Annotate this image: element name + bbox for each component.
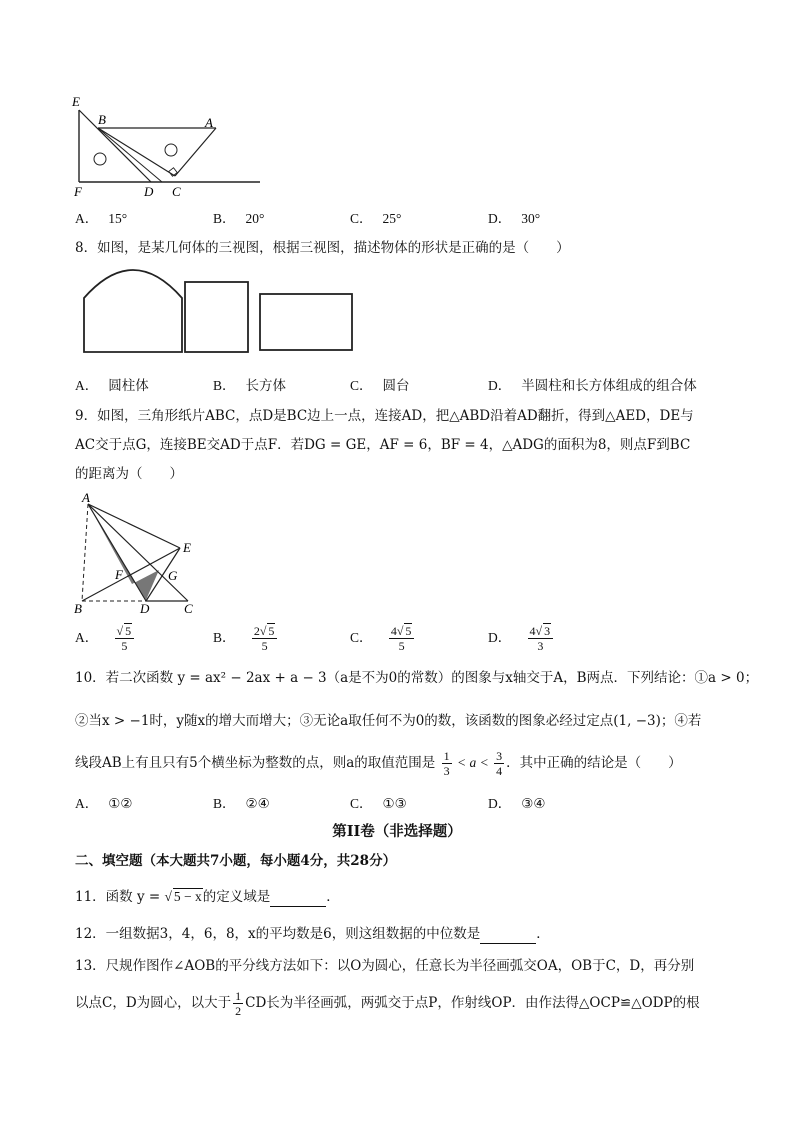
q9-stem-line3: 的距离为（ ） (75, 466, 183, 482)
num-coef: 2 (253, 624, 260, 638)
shaded-region (88, 504, 159, 600)
answer-blank[interactable] (480, 929, 536, 944)
ruler-hyp (79, 110, 151, 182)
q10-frac-1 (442, 749, 452, 778)
q9-stem-line1: 9．如图，三角形纸片ABC，点D是BC边上一点，连接AD，把△ABD沿着AD翻折，得到△AED，DE与 (75, 408, 694, 424)
front-view (84, 270, 182, 352)
top-view (260, 294, 352, 350)
q8-option-d[interactable] (488, 374, 697, 394)
q8-option-b[interactable] (213, 374, 286, 394)
q9-option-d[interactable] (488, 624, 555, 653)
option-fraction: $\frac{2√ 5}{5}$ (252, 624, 278, 653)
q10-option-a[interactable] (75, 792, 132, 812)
q10-line3-post: ．其中正确的结论是（ ） (506, 755, 682, 771)
q8-stem: 8．如图，是某几何体的三视图，根据三视图，描述物体的形状是正确的是（ ） (75, 240, 570, 256)
numerator: 1 (443, 749, 450, 763)
q7-option-d[interactable] (488, 207, 540, 227)
numerator: 3 (496, 749, 503, 763)
option-label: A． (75, 630, 99, 645)
option-text: 圆台 (382, 378, 410, 394)
option-text: ①③ (382, 796, 407, 812)
label-E: E (183, 540, 191, 555)
q11: 11．函数 y = √ 5 − x的定义域是 ． (75, 889, 340, 905)
q7-option-a[interactable] (75, 207, 127, 227)
option-label: D． (488, 796, 512, 811)
denominator: 3 (443, 764, 450, 778)
q10-inequality: < a < (453, 755, 493, 770)
q11-post: 的定义域是 (202, 889, 271, 905)
option-text: 半圆柱和长方体组成的组合体 (521, 378, 697, 394)
option-label: A． (75, 211, 99, 226)
label-F: F (74, 184, 82, 199)
hole-right (165, 144, 177, 156)
q9-option-b[interactable] (213, 624, 279, 653)
hole-left (94, 153, 106, 165)
q13-line2 (75, 988, 725, 1018)
q9-figure (70, 490, 210, 615)
option-label: A． (75, 378, 99, 393)
part2-title: 第II卷（非选择题） (332, 823, 462, 840)
option-text: 圆柱体 (108, 378, 149, 394)
q12-end: ． (536, 926, 550, 942)
num-radicand: 5 (125, 624, 132, 638)
num-radicand: 5 (405, 624, 412, 638)
label-C: C (172, 184, 181, 199)
denominator: 5 (398, 639, 405, 653)
label-C: C (184, 601, 193, 615)
q8-option-a[interactable] (75, 374, 149, 394)
q10-stem-line1: 10．若二次函数 y = ax² − 2ax + a − 3（a是不为0的常数）的图象与x轴交于A，B两点．下列结论：①a > 0； (75, 670, 759, 686)
option-text: 25° (382, 211, 402, 226)
option-label: D． (488, 211, 512, 226)
label-A: A (82, 490, 90, 505)
option-fraction: $\frac{√ 5}{5}$ (115, 624, 135, 653)
option-label: C． (350, 378, 373, 393)
q11-end: ． (326, 889, 340, 905)
option-label: D． (488, 630, 512, 645)
q10-option-b[interactable] (213, 792, 270, 812)
label-F: F (115, 567, 123, 582)
label-A: A (205, 115, 213, 130)
option-label: C． (350, 796, 373, 811)
q12 (75, 924, 725, 944)
denominator: 5 (261, 639, 268, 653)
option-label: A． (75, 796, 99, 811)
q10-line3-pre: 线段AB上有且只有5个横坐标为整数的点，则a的取值范围是 (75, 755, 436, 771)
option-text: ①② (108, 796, 133, 812)
option-label: C． (350, 211, 373, 226)
q13-frac (233, 989, 243, 1018)
option-label: D． (488, 378, 512, 393)
q9-stem-line2: AC交于点G，连接BE交AD于点F．若DG = GE，AF = 6，BF = 4，△ADG的面积为8，则点F到BC (75, 437, 691, 453)
option-text: 15° (108, 211, 128, 226)
denominator: 5 (121, 639, 128, 653)
answer-blank[interactable] (270, 892, 326, 907)
label-D: D (140, 601, 150, 615)
q8-option-c[interactable] (350, 374, 410, 394)
q10-option-c[interactable] (350, 792, 407, 812)
option-label: B． (213, 211, 236, 226)
option-text: 长方体 (245, 378, 287, 394)
option-label: B． (213, 378, 236, 393)
option-label: C． (350, 630, 373, 645)
q11-radicand: 5 − x (173, 889, 202, 904)
line-b-c (98, 128, 162, 182)
q13-line2-post: CD长为半径画弧，两弧交于点P，作射线OP．由作法得△OCP≌△ODP的根 (245, 995, 700, 1011)
label-E: E (72, 94, 80, 109)
side-view (185, 282, 248, 352)
q7-figure (60, 92, 270, 202)
set-square-hyp (98, 128, 175, 176)
q7-option-c[interactable] (350, 207, 401, 227)
option-fraction: $\frac{4√ 3}{3}$ (528, 624, 554, 653)
q9-option-c[interactable] (350, 624, 416, 653)
q10-stem-line3 (75, 748, 725, 778)
denominator: 3 (537, 639, 544, 653)
set-square-right (175, 128, 216, 176)
side-ab (82, 504, 88, 601)
option-text: ②④ (245, 796, 270, 812)
q11-pre: 11．函数 y = (75, 889, 165, 905)
denominator: 4 (496, 764, 503, 778)
q9-option-a[interactable] (75, 624, 136, 653)
option-label: B． (213, 630, 236, 645)
q10-option-d[interactable] (488, 792, 545, 812)
denominator: 2 (235, 1004, 242, 1018)
q13-line1: 13．尺规作图作∠AOB的平分线方法如下：以O为圆心，任意长为半径画弧交OA，OB于C，D，再分别 (75, 958, 695, 974)
label-G: G (168, 568, 178, 583)
option-text: 30° (521, 211, 541, 226)
option-fraction: $\frac{4√ 5}{5}$ (389, 624, 415, 653)
option-label: B． (213, 796, 236, 811)
num-radicand: 3 (544, 624, 551, 638)
option-text: ③④ (521, 796, 546, 812)
q10-stem-line2: ②当x > −1时，y随x的增大而增大；③无论a取任何不为0的数，该函数的图象必经过定点(1, −3)；④若 (75, 713, 702, 729)
num-radicand: 5 (268, 624, 275, 638)
segment-be (82, 548, 180, 601)
q8-three-views (78, 262, 358, 362)
num-coef: 4 (390, 624, 397, 638)
label-D: D (144, 184, 154, 199)
numerator: 1 (235, 989, 242, 1003)
q10-frac-2 (494, 749, 504, 778)
label-B: B (98, 112, 106, 127)
num-coef: 4 (529, 624, 536, 638)
q12-pre: 12．一组数据3，4，6，8，x的平均数是6，则这组数据的中位数是 (75, 926, 481, 942)
label-B: B (74, 601, 82, 615)
option-text: 20° (245, 211, 265, 226)
q7-option-b[interactable] (213, 207, 264, 227)
section2-heading: 二、填空题（本大题共7小题，每小题4分，共28分） (75, 853, 397, 869)
q13-line2-pre: 以点C，D为圆心，以大于 (75, 995, 232, 1011)
